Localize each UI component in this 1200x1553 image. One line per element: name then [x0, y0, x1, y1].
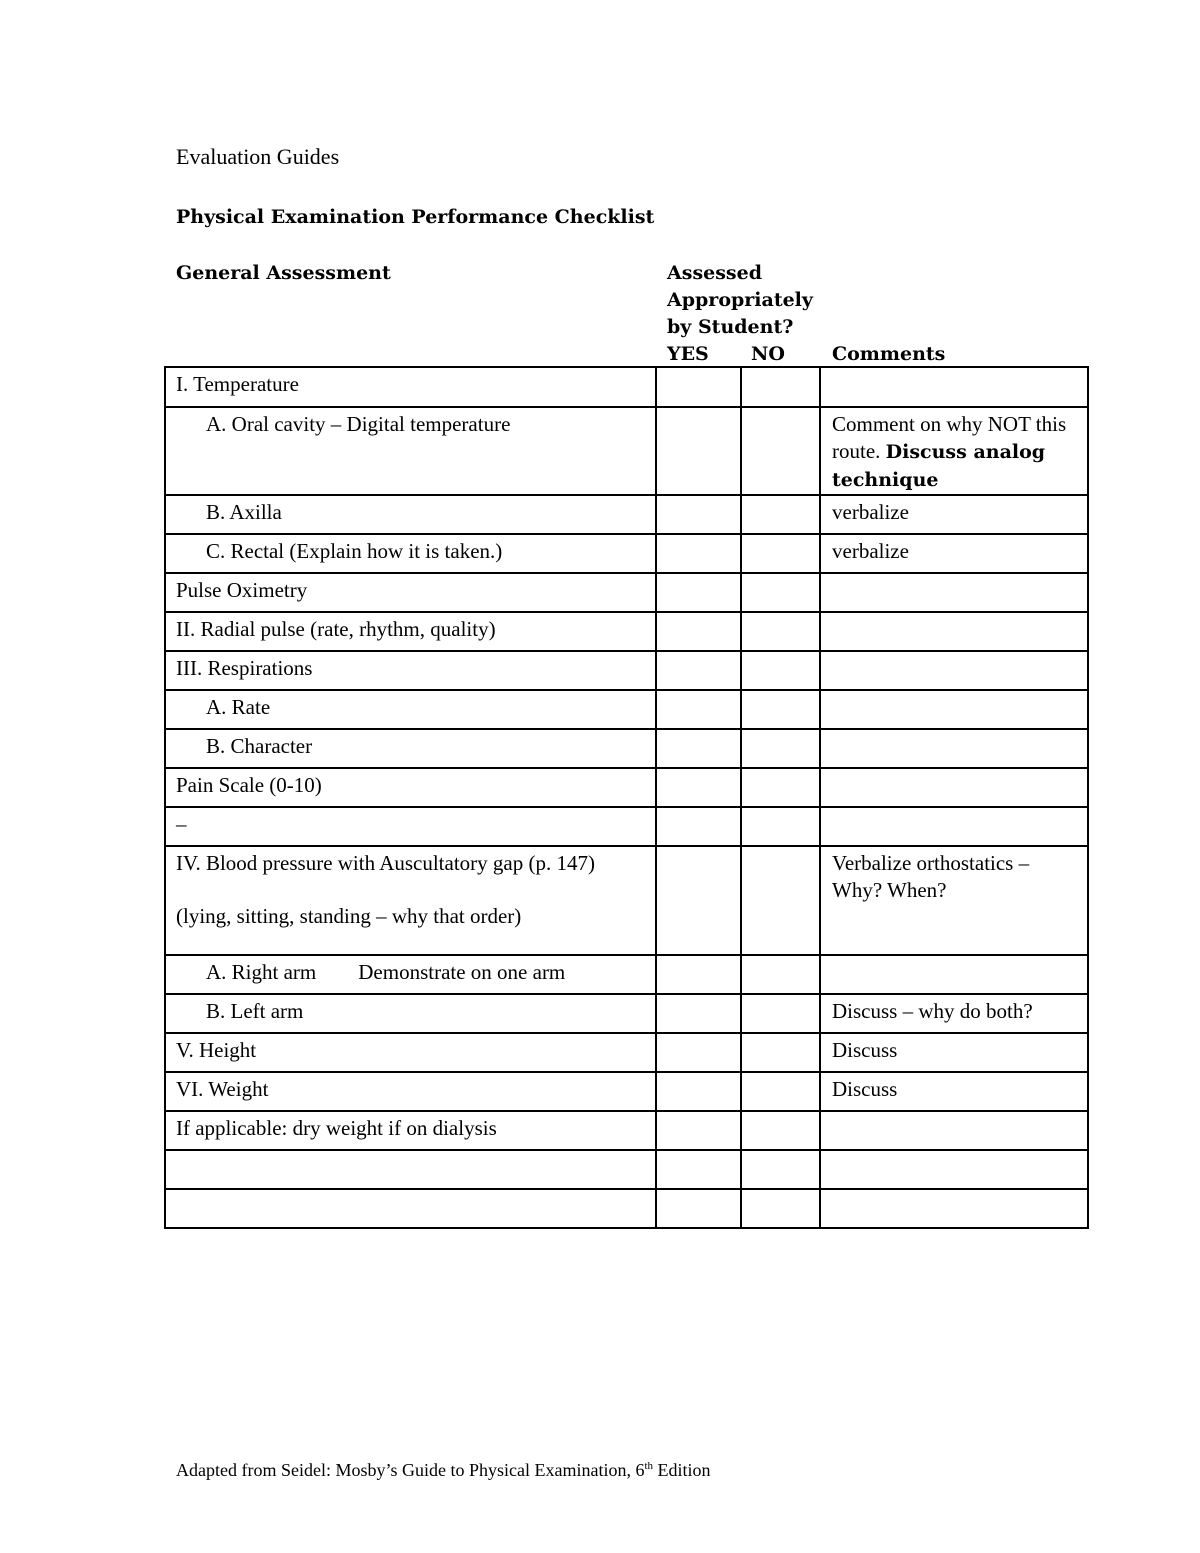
assessed-column-heading: Assessed Appropriately by Student? — [667, 262, 813, 338]
no-checkbox-cell[interactable] — [741, 1033, 820, 1072]
yes-checkbox-cell[interactable] — [656, 495, 741, 534]
table-row — [165, 367, 1088, 407]
yes-checkbox-cell[interactable] — [656, 651, 741, 690]
comment-cell[interactable] — [820, 651, 1088, 690]
comment-cell[interactable] — [820, 367, 1088, 407]
no-checkbox-cell[interactable] — [741, 1072, 820, 1111]
comment-text: Comment on why NOT this route. — [832, 412, 1067, 463]
yes-checkbox-cell[interactable] — [656, 690, 741, 729]
item-cell: C. Rectal (Explain how it is taken.) — [165, 534, 656, 573]
yes-checkbox-cell[interactable] — [656, 1033, 741, 1072]
no-checkbox-cell[interactable] — [741, 768, 820, 807]
comment-cell[interactable]: Discuss — [820, 1033, 1088, 1072]
table-row — [165, 1072, 1088, 1111]
comment-cell[interactable]: Verbalize orthostatics – Why? When? — [820, 846, 1088, 955]
footer-text-end: Edition — [653, 1460, 711, 1480]
item-cell: III. Respirations — [165, 651, 656, 690]
yes-checkbox-cell[interactable] — [656, 1072, 741, 1111]
item-cell: – — [165, 807, 656, 846]
item-cell: B. Left arm — [165, 994, 656, 1033]
item-cell[interactable] — [165, 1150, 656, 1189]
document-title: Evaluation Guides — [176, 144, 340, 169]
checklist-table — [164, 366, 1089, 1229]
table-row — [165, 768, 1088, 807]
no-checkbox-cell[interactable] — [741, 807, 820, 846]
table-row — [165, 994, 1088, 1033]
comment-cell[interactable] — [820, 1150, 1088, 1189]
table-row — [165, 807, 1088, 846]
table-row — [165, 1033, 1088, 1072]
comment-cell[interactable]: verbalize — [820, 495, 1088, 534]
table-row — [165, 690, 1088, 729]
table-row — [165, 573, 1088, 612]
item-text: A. Right arm — [206, 960, 317, 984]
yes-checkbox-cell[interactable] — [656, 729, 741, 768]
yes-checkbox-cell[interactable] — [656, 534, 741, 573]
comment-cell[interactable] — [820, 729, 1088, 768]
item-note: (lying, sitting, standing – why that order) — [176, 904, 522, 928]
no-checkbox-cell[interactable] — [741, 573, 820, 612]
table-row — [165, 846, 1088, 955]
no-checkbox-cell[interactable] — [741, 729, 820, 768]
comments-column-heading: Comments — [832, 343, 946, 365]
yes-checkbox-cell[interactable] — [656, 994, 741, 1033]
yes-checkbox-cell[interactable] — [656, 407, 741, 495]
table-row — [165, 651, 1088, 690]
no-checkbox-cell[interactable] — [741, 367, 820, 407]
footer-superscript: th — [644, 1460, 654, 1472]
no-checkbox-cell[interactable] — [741, 612, 820, 651]
yes-checkbox-cell[interactable] — [656, 846, 741, 955]
item-cell: Pain Scale (0-10) — [165, 768, 656, 807]
item-side-note: Demonstrate on one arm — [358, 960, 566, 984]
yes-checkbox-cell[interactable] — [656, 768, 741, 807]
table-row — [165, 955, 1088, 994]
item-cell: If applicable: dry weight if on dialysis — [165, 1111, 656, 1150]
comment-cell[interactable] — [820, 1111, 1088, 1150]
comment-cell[interactable] — [820, 1189, 1088, 1228]
footer-citation — [176, 1460, 711, 1481]
table-row — [165, 1150, 1088, 1189]
yes-column-heading: YES — [667, 343, 709, 365]
table-row — [165, 612, 1088, 651]
yes-checkbox-cell[interactable] — [656, 1189, 741, 1228]
item-text: IV. Blood pressure with Auscultatory gap (p. 147) — [176, 851, 595, 875]
no-checkbox-cell[interactable] — [741, 407, 820, 495]
comment-cell[interactable] — [820, 612, 1088, 651]
comment-cell[interactable] — [820, 955, 1088, 994]
yes-checkbox-cell[interactable] — [656, 367, 741, 407]
comment-cell[interactable]: Discuss – why do both? — [820, 994, 1088, 1033]
no-checkbox-cell[interactable] — [741, 651, 820, 690]
no-checkbox-cell[interactable] — [741, 955, 820, 994]
item-cell[interactable] — [165, 1189, 656, 1228]
no-checkbox-cell[interactable] — [741, 534, 820, 573]
item-cell: A. Rate — [165, 690, 656, 729]
item-cell: A. Oral cavity – Digital temperature — [165, 407, 656, 495]
table-row — [165, 1111, 1088, 1150]
no-checkbox-cell[interactable] — [741, 994, 820, 1033]
comment-cell[interactable] — [820, 690, 1088, 729]
yes-checkbox-cell[interactable] — [656, 573, 741, 612]
table-row — [165, 407, 1088, 495]
item-cell: Pulse Oximetry — [165, 573, 656, 612]
yes-checkbox-cell[interactable] — [656, 612, 741, 651]
table-row — [165, 495, 1088, 534]
checklist-title: Physical Examination Performance Checklist — [176, 206, 655, 228]
comment-bold-text: Discuss analog technique — [832, 441, 1046, 491]
no-checkbox-cell[interactable] — [741, 690, 820, 729]
comment-cell[interactable] — [820, 768, 1088, 807]
comment-cell[interactable] — [820, 407, 1088, 495]
yes-checkbox-cell[interactable] — [656, 1111, 741, 1150]
item-cell: B. Axilla — [165, 495, 656, 534]
item-cell — [165, 955, 656, 994]
no-checkbox-cell[interactable] — [741, 1189, 820, 1228]
table-row — [165, 1189, 1088, 1228]
table-row — [165, 729, 1088, 768]
no-column-heading: NO — [751, 343, 785, 365]
yes-checkbox-cell[interactable] — [656, 807, 741, 846]
footer-text: Adapted from Seidel: Mosby’s Guide to Physical Examination, 6 — [176, 1460, 645, 1480]
no-checkbox-cell[interactable] — [741, 1111, 820, 1150]
no-checkbox-cell[interactable] — [741, 846, 820, 955]
no-checkbox-cell[interactable] — [741, 495, 820, 534]
item-cell: I. Temperature — [165, 367, 656, 407]
section-heading: General Assessment — [176, 262, 391, 284]
no-checkbox-cell[interactable] — [741, 1150, 820, 1189]
yes-checkbox-cell[interactable] — [656, 955, 741, 994]
yes-checkbox-cell[interactable] — [656, 1150, 741, 1189]
comment-cell[interactable]: verbalize — [820, 534, 1088, 573]
item-cell: B. Character — [165, 729, 656, 768]
table-row — [165, 534, 1088, 573]
item-cell: II. Radial pulse (rate, rhythm, quality) — [165, 612, 656, 651]
comment-cell[interactable] — [820, 573, 1088, 612]
item-cell: V. Height — [165, 1033, 656, 1072]
comment-cell[interactable]: Discuss — [820, 1072, 1088, 1111]
item-cell — [165, 846, 656, 955]
item-cell: VI. Weight — [165, 1072, 656, 1111]
comment-cell[interactable] — [820, 807, 1088, 846]
